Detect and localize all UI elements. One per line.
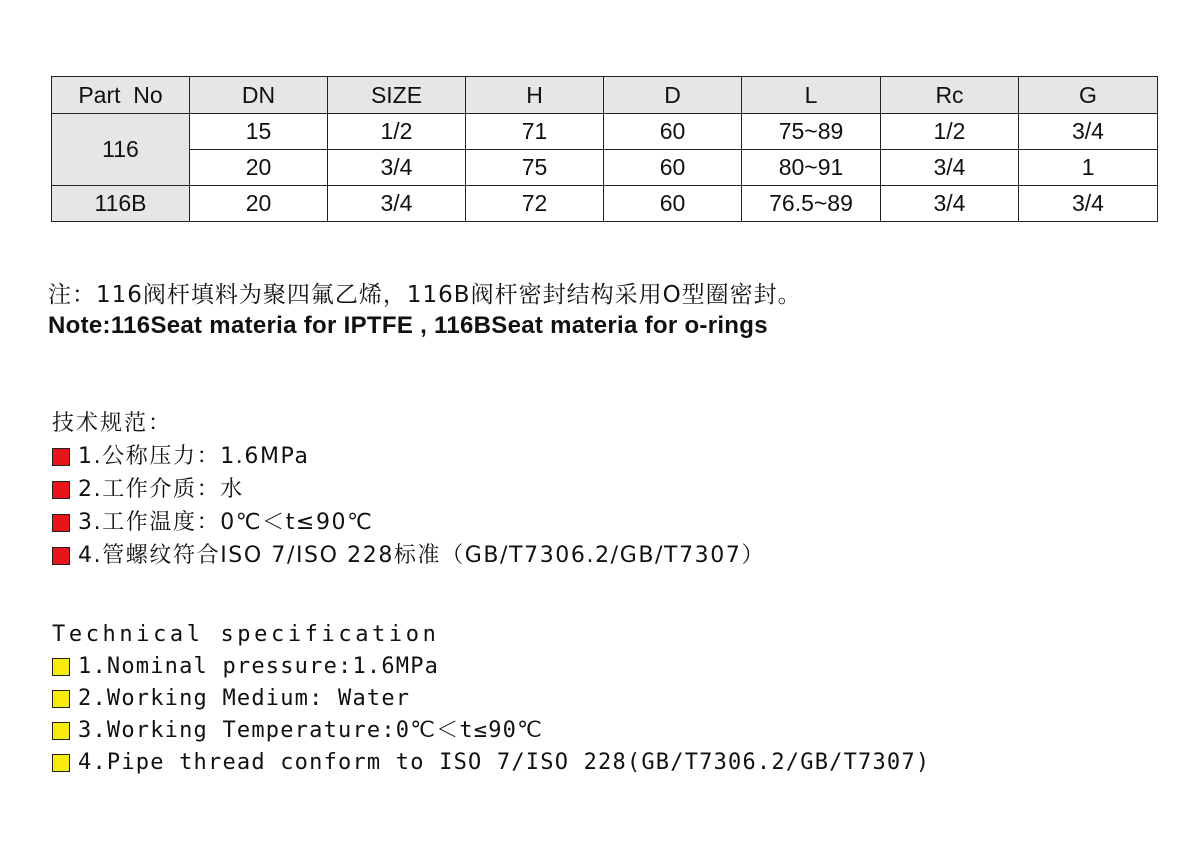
cell-size: 3/4 — [328, 150, 466, 186]
spec-table — [51, 76, 1158, 222]
table-header-row — [52, 77, 1158, 114]
table-row — [52, 150, 1158, 186]
spec-item-text: 1.Nominal pressure:1.6MPa — [78, 654, 440, 679]
cell-h: 72 — [466, 186, 604, 222]
model-cell-116: 116 — [52, 114, 190, 186]
spec-item-text: 3.工作温度：0℃＜t≤90℃ — [78, 510, 374, 535]
cell-l: 75~89 — [742, 114, 881, 150]
spec-item-text: 1.公称压力：1.6MPa — [78, 444, 310, 469]
cell-rc: 1/2 — [881, 114, 1019, 150]
yellow-square-icon — [52, 722, 70, 740]
yellow-square-icon — [52, 690, 70, 708]
cell-rc: 3/4 — [881, 186, 1019, 222]
spec-item-text: 4.Pipe thread conform to ISO 7/ISO 228(GB/T7306.2/GB/T7307) — [78, 750, 931, 775]
header-rc: Rc — [881, 77, 1019, 114]
cell-d: 60 — [604, 186, 742, 222]
header-size: SIZE — [328, 77, 466, 114]
spec-list-english — [52, 618, 930, 779]
spec-item-text: 2.Working Medium: Water — [78, 686, 411, 711]
spec-item — [52, 651, 930, 683]
cell-d: 60 — [604, 114, 742, 150]
header-dn: DN — [190, 77, 328, 114]
header-g: G — [1019, 77, 1158, 114]
cell-g: 3/4 — [1019, 186, 1158, 222]
cell-l: 76.5~89 — [742, 186, 881, 222]
cell-l: 80~91 — [742, 150, 881, 186]
note-english: Note:116Seat materia for IPTFE , 116BSeat materia for o-rings — [48, 312, 768, 339]
cell-d: 60 — [604, 150, 742, 186]
red-square-icon — [52, 514, 70, 532]
spec-item-text: 2.工作介质：水 — [78, 477, 244, 502]
header-part-no: Part No — [52, 77, 190, 114]
spec-item-text: 4.管螺纹符合ISO 7/ISO 228标准（GB/T7306.2/GB/T7307） — [78, 543, 766, 568]
red-square-icon — [52, 481, 70, 499]
cell-dn: 20 — [190, 186, 328, 222]
yellow-square-icon — [52, 754, 70, 772]
spec-item — [52, 747, 930, 779]
cell-dn: 15 — [190, 114, 328, 150]
header-l: L — [742, 77, 881, 114]
spec-item — [52, 473, 765, 506]
header-d: D — [604, 77, 742, 114]
red-square-icon — [52, 448, 70, 466]
spec-heading-english: Technical specification — [52, 622, 440, 647]
cell-size: 3/4 — [328, 186, 466, 222]
spec-item — [52, 683, 930, 715]
spec-item — [52, 715, 930, 747]
cell-g: 3/4 — [1019, 114, 1158, 150]
spec-list-chinese — [52, 407, 765, 572]
table-row — [52, 186, 1158, 222]
model-cell-116b: 116B — [52, 186, 190, 222]
note-chinese: 注：116阀杆填料为聚四氟乙烯，116B阀杆密封结构采用O型圈密封。 — [48, 282, 802, 308]
spec-item-text: 3.Working Temperature:0℃＜t≤90℃ — [78, 718, 544, 743]
cell-g: 1 — [1019, 150, 1158, 186]
yellow-square-icon — [52, 658, 70, 676]
spec-item — [52, 440, 765, 473]
cell-h: 75 — [466, 150, 604, 186]
table-row — [52, 114, 1158, 150]
cell-rc: 3/4 — [881, 150, 1019, 186]
header-h: H — [466, 77, 604, 114]
spec-item — [52, 506, 765, 539]
spec-item — [52, 539, 765, 572]
cell-h: 71 — [466, 114, 604, 150]
spec-heading-chinese: 技术规范： — [52, 411, 173, 436]
cell-size: 1/2 — [328, 114, 466, 150]
red-square-icon — [52, 547, 70, 565]
cell-dn: 20 — [190, 150, 328, 186]
